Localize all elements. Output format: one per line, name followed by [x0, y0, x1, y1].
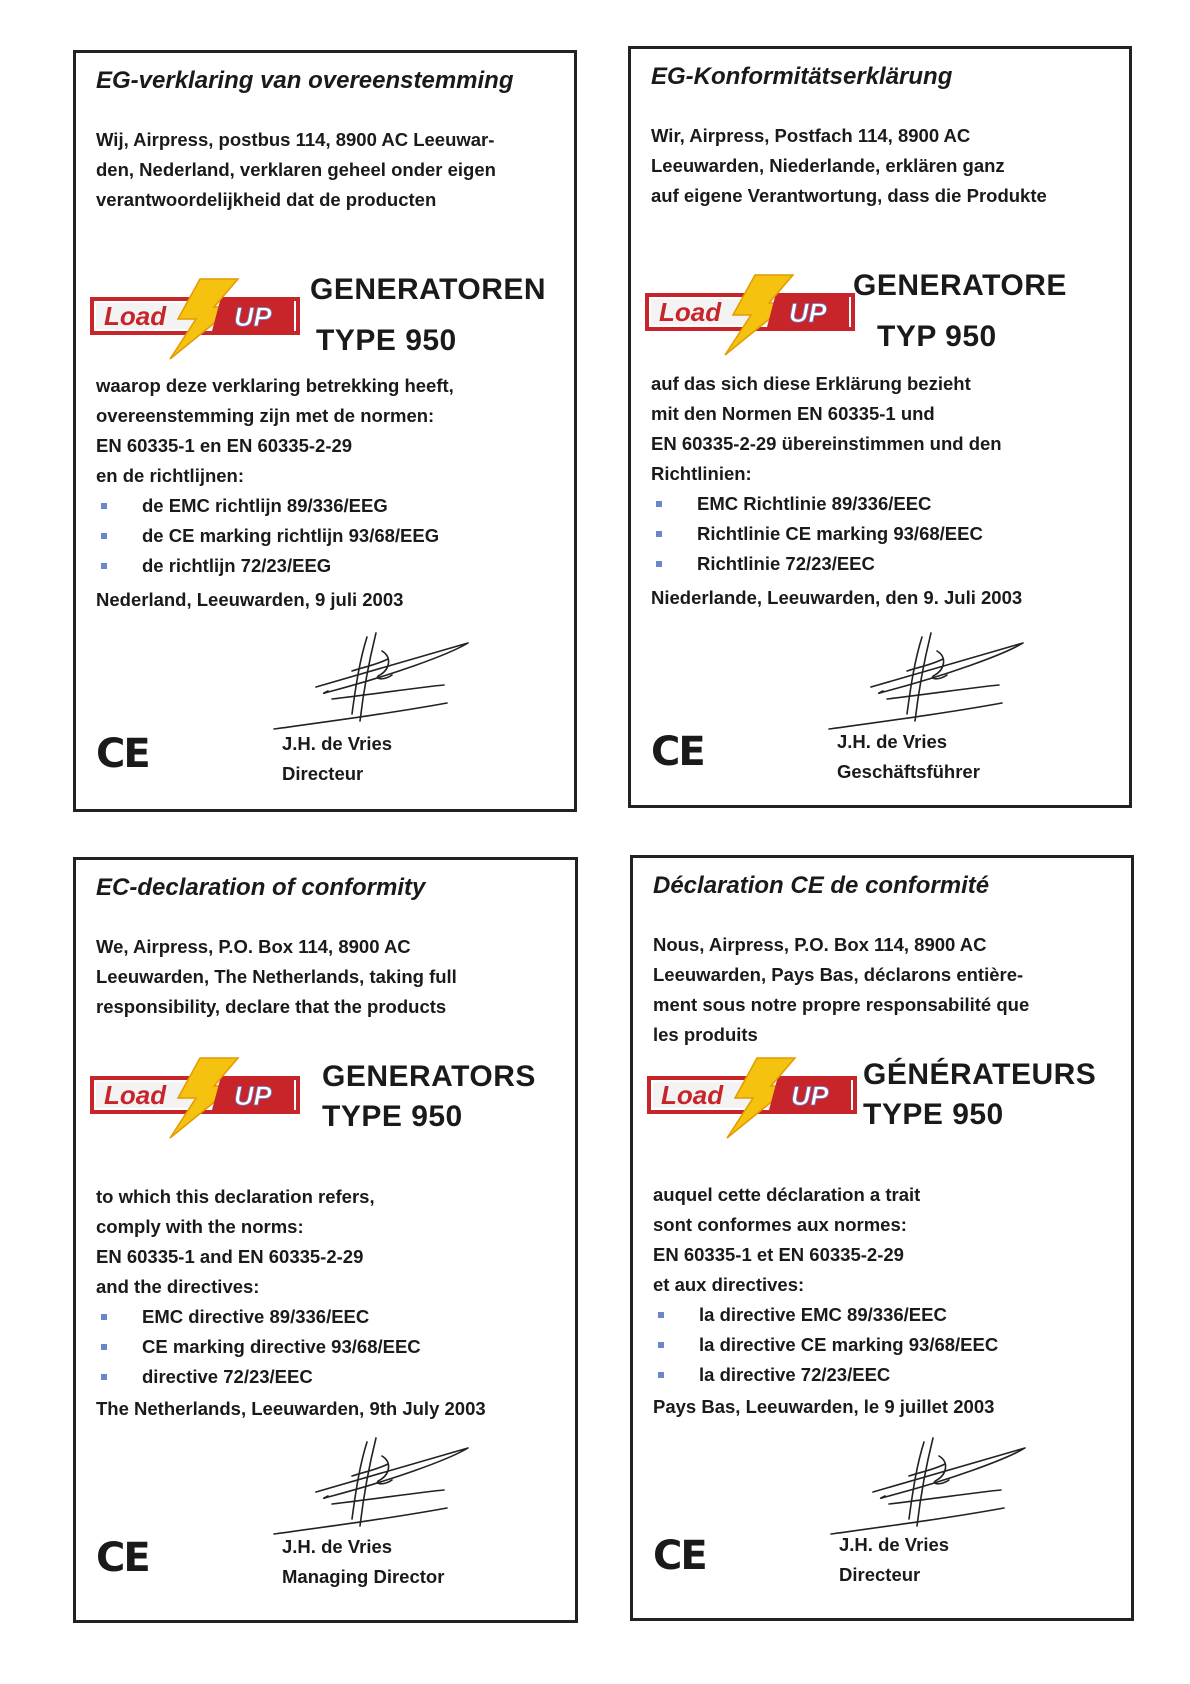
signer-name: J.H. de Vries	[839, 1534, 950, 1555]
ce-mark: CE	[96, 731, 149, 777]
signature-graphic	[272, 629, 482, 739]
declaration-panel-de	[628, 46, 1132, 808]
signer-name: J.H. de Vries	[837, 731, 948, 752]
signer-block	[837, 727, 980, 787]
declaration-panel-fr	[630, 855, 1134, 1621]
loadup-logo	[645, 1056, 865, 1140]
place-date: Niederlande, Leeuwarden, den 9. Juli 2003	[651, 587, 1023, 608]
directive-list	[651, 489, 1022, 579]
panel-title: EG-Konformitätserklärung	[651, 63, 953, 90]
signature	[272, 1434, 482, 1544]
ce-mark: CE	[653, 1533, 706, 1579]
panel-title: EC-declaration of conformity	[96, 874, 426, 901]
signer-block	[282, 729, 392, 789]
body-text: auquel cette déclaration a trait sont conformes aux normes: EN 60335-1 et EN 60335-2-29 et aux directives: la directive EMC 89/336/EEC la directive CE marking 93/68/EEC la directive 72/23/EEC Pays Bas, Leeuwarden, le 9 juillet 2003	[653, 1180, 998, 1422]
bullet-icon	[658, 1342, 664, 1348]
directive-list	[653, 1300, 998, 1390]
loadup-logo-graphic	[88, 1056, 308, 1140]
intro-text: Wir, Airpress, Postfach 114, 8900 AC Leeuwarden, Niederlande, erklären ganz auf eigene Verantwortung, dass die Produkte	[651, 125, 1047, 206]
list-item: EMC Richtlinie 89/336/EEC	[651, 489, 1022, 519]
loadup-logo	[88, 277, 308, 361]
logo-word-load: Load	[661, 1080, 724, 1110]
list-item: Richtlinie CE marking 93/68/EEC	[651, 519, 1022, 549]
loadup-logo-graphic	[88, 277, 308, 361]
directive-list	[96, 491, 454, 581]
signer-role: Directeur	[839, 1564, 921, 1585]
loadup-logo-graphic	[645, 1056, 865, 1140]
bullet-icon	[101, 1374, 107, 1380]
bullet-icon	[658, 1312, 664, 1318]
bullet-icon	[101, 1314, 107, 1320]
logo-word-up: UP	[789, 298, 827, 328]
logo-word-up: UP	[234, 1081, 272, 1111]
intro-text: We, Airpress, P.O. Box 114, 8900 AC Leeuwarden, The Netherlands, taking full responsibility, declare that the products	[96, 936, 457, 1017]
panel-title: Déclaration CE de conformité	[653, 872, 990, 899]
signer-block	[839, 1530, 949, 1590]
list-item: Richtlinie 72/23/EEC	[651, 549, 1022, 579]
product-type: TYP 950	[877, 320, 997, 353]
list-item: de CE marking richtlijn 93/68/EEG	[96, 521, 454, 551]
list-item: la directive CE marking 93/68/EEC	[653, 1330, 998, 1360]
panel-title: EG-verklaring van overeenstemming	[96, 67, 514, 94]
list-item: la directive EMC 89/336/EEC	[653, 1300, 998, 1330]
list-item: la directive 72/23/EEC	[653, 1360, 998, 1390]
loadup-logo-graphic	[643, 273, 863, 357]
logo-word-load: Load	[659, 297, 722, 327]
logo-word-load: Load	[104, 301, 167, 331]
product-name: GENERATOREN	[310, 273, 547, 306]
product-name: GENERATORS	[322, 1060, 536, 1093]
signature-graphic	[829, 1434, 1039, 1544]
list-item: de richtlijn 72/23/EEG	[96, 551, 454, 581]
declaration-panel-en	[73, 857, 578, 1623]
declaration-panel-nl	[73, 50, 577, 812]
place-date: Nederland, Leeuwarden, 9 juli 2003	[96, 589, 404, 610]
signer-name: J.H. de Vries	[282, 733, 393, 754]
list-item: de EMC richtlijn 89/336/EEG	[96, 491, 454, 521]
place-date: Pays Bas, Leeuwarden, le 9 juillet 2003	[653, 1396, 995, 1417]
signature	[272, 629, 482, 739]
logo-word-load: Load	[104, 1080, 167, 1110]
product-name: GENERATORE	[853, 269, 1067, 302]
signature-graphic	[827, 629, 1037, 739]
bullet-icon	[658, 1372, 664, 1378]
bullet-icon	[101, 533, 107, 539]
ce-mark: CE	[651, 729, 704, 775]
product-type: TYPE 950	[322, 1100, 463, 1133]
logo-word-up: UP	[234, 302, 272, 332]
loadup-logo	[88, 1056, 308, 1140]
intro-text: Wij, Airpress, postbus 114, 8900 AC Leeuwar- den, Nederland, verklaren geheel onder eigen verantwoordelijkheid dat de producten	[96, 129, 496, 210]
signature-graphic	[272, 1434, 482, 1544]
list-item: directive 72/23/EEC	[96, 1362, 486, 1392]
bullet-icon	[656, 531, 662, 537]
ce-mark: CE	[96, 1535, 149, 1581]
body-text: to which this declaration refers, comply with the norms: EN 60335-1 and EN 60335-2-29 and the directives: EMC directive 89/336/EEC CE marking directive 93/68/EEC directive 72/23/EEC The Netherlands, Leeuwarden, 9th July 2003	[96, 1182, 486, 1424]
intro-text: Nous, Airpress, P.O. Box 114, 8900 AC Leeuwarden, Pays Bas, déclarons entière- ment sous notre propre responsabilité que les produits	[653, 934, 1030, 1045]
loadup-logo	[643, 273, 863, 357]
logo-word-up: UP	[791, 1081, 829, 1111]
signer-block	[282, 1532, 444, 1592]
signer-name: J.H. de Vries	[282, 1536, 393, 1557]
bullet-icon	[656, 501, 662, 507]
signature	[829, 1434, 1039, 1544]
bullet-icon	[101, 503, 107, 509]
signer-role: Managing Director	[282, 1566, 445, 1587]
signature	[827, 629, 1037, 739]
body-text: auf das sich diese Erklärung bezieht mit den Normen EN 60335-1 und EN 60335-2-29 übereinstimmen und den Richtlinien: EMC Richtlinie 89/336/EEC Richtlinie CE marking 93/68/EEC Richtlinie 72/23/EEC Niederlande, Leeuwarden, den 9. Juli 2003	[651, 369, 1022, 613]
list-item: EMC directive 89/336/EEC	[96, 1302, 486, 1332]
body-text: waarop deze verklaring betrekking heeft, overeenstemming zijn met de normen: EN 60335-1 en EN 60335-2-29 en de richtlijnen: de EMC richtlijn 89/336/EEG de CE marking richtlijn 93/68/EEG de richtlijn 72/23/EEG Nederland, Leeuwarden, 9 juli 2003	[96, 371, 454, 615]
product-type: TYPE 950	[316, 324, 457, 357]
bullet-icon	[656, 561, 662, 567]
signer-role: Directeur	[282, 763, 364, 784]
place-date: The Netherlands, Leeuwarden, 9th July 2003	[96, 1398, 486, 1419]
directive-list	[96, 1302, 486, 1392]
signer-role: Geschäftsführer	[837, 761, 980, 782]
product-type: TYPE 950	[863, 1098, 1004, 1131]
bullet-icon	[101, 563, 107, 569]
product-name: GÉNÉRATEURS	[863, 1058, 1097, 1091]
bullet-icon	[101, 1344, 107, 1350]
list-item: CE marking directive 93/68/EEC	[96, 1332, 486, 1362]
